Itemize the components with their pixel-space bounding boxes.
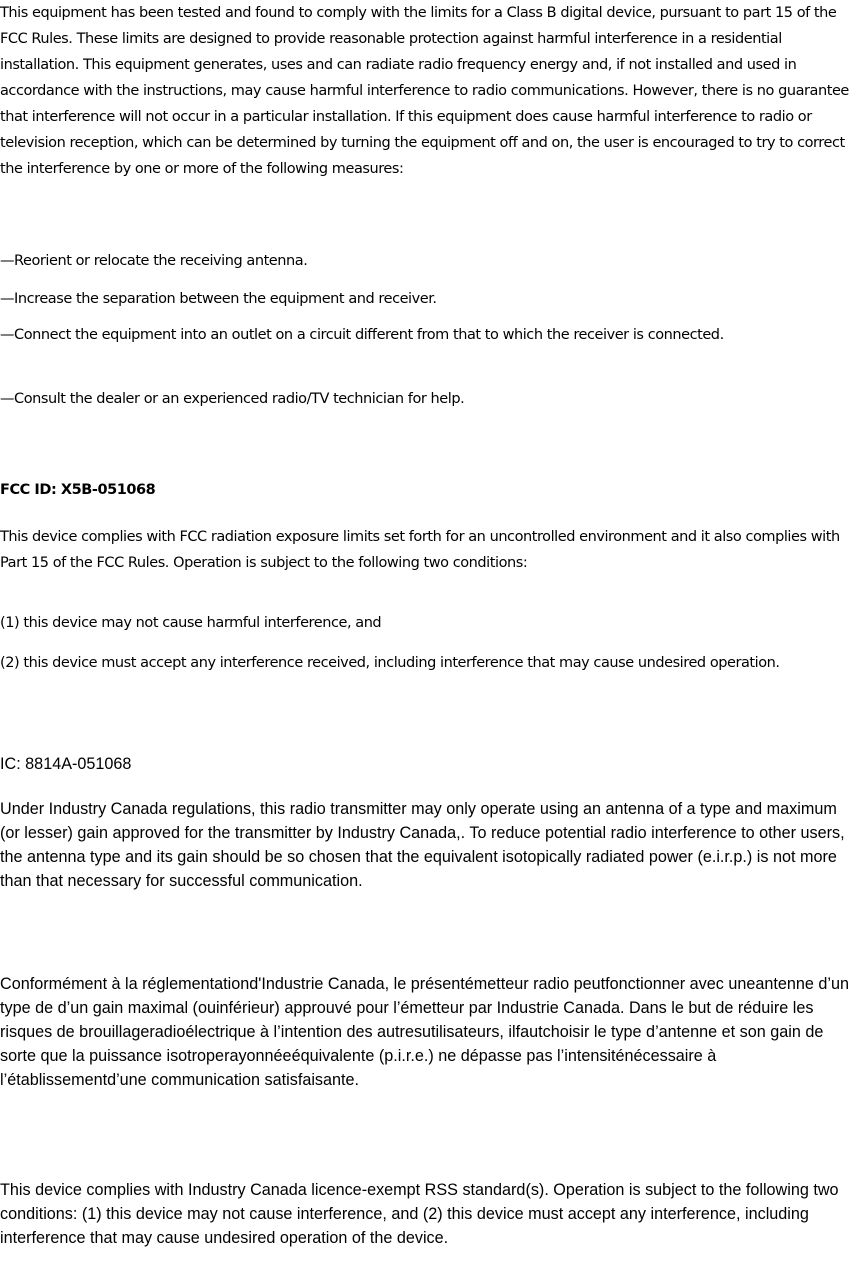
fcc-id-heading: FCC ID: X5B-051068 — [0, 482, 156, 498]
ic-english-paragraph: Under Industry Canada regulations, this radio transmitter may only operate using an antenna of a type and maximum (or lesser) gain approved for the transmitter by Industry Canada,. To reduce potential radio interference to other users, the antenna type and its gain should be so chosen that the equivalent isotopically radiated power (e.i.r.p.) is not more than that necessary for successful communication. — [0, 800, 845, 890]
ic-rss-paragraph: This device complies with Industry Canada licence-exempt RSS standard(s). Operation is subject to the following two conditions: (1) this device may not cause interference, and (2) this device must accept any interference, including interference that may cause undesired operation of the device. — [0, 1181, 839, 1247]
fcc-condition-1: (1) this device may not cause harmful interference, and — [0, 615, 382, 631]
fcc-measure-3: —Connect the equipment into an outlet on a circuit different from that to which the receiver is connected. — [0, 327, 724, 343]
ic-id-heading: IC: 8814A-051068 — [0, 755, 132, 773]
fcc-measure-1: —Reorient or relocate the receiving antenna. — [0, 253, 308, 269]
fcc-exposure-paragraph: This device complies with FCC radiation exposure limits set forth for an uncontrolled environment and it also complies with Part 15 of the FCC Rules. Operation is subject to the following two conditions: — [0, 529, 840, 571]
fcc-condition-2: (2) this device must accept any interference received, including interference that may cause undesired operation. — [0, 655, 780, 671]
ic-french-paragraph: Conformément à la réglementationd'Industrie Canada, le présentémetteur radio peutfonctionner avec uneantenne d’un type de d’un gain maximal (ouinférieur) approuvé pour l’émetteur par Industrie Canada. Dans le but de réduire les risques de brouillageradioélectrique à l’intention des autresutilisateurs, ilfautchoisir le type d’antenne et son gain de sorte que la puissance isotroperayonnéeéquivalente (p.i.r.e.) ne dépasse pas l’intensiténécessaire à l’établissementd’une communication satisfaisante. — [0, 975, 849, 1089]
fcc-measure-2: —Increase the separation between the equipment and receiver. — [0, 291, 437, 307]
fcc-measure-4: —Consult the dealer or an experienced radio/TV technician for help. — [0, 391, 465, 407]
fcc-intro-paragraph: This equipment has been tested and found to comply with the limits for a Class B digital device, pursuant to part 15 of the FCC Rules. These limits are designed to provide reasonable protection against harmful interference in a residential installation. This equipment generates, uses and can radiate radio frequency energy and, if not installed and used in accordance with the instructions, may cause harmful interference to radio communications. However, there is no guarantee that interference will not occur in a particular installation. If this equipment does cause harmful interference to radio or television reception, which can be determined by turning the equipment off and on, the user is encouraged to try to correct the interference by one or more of the following measures: — [0, 5, 849, 177]
